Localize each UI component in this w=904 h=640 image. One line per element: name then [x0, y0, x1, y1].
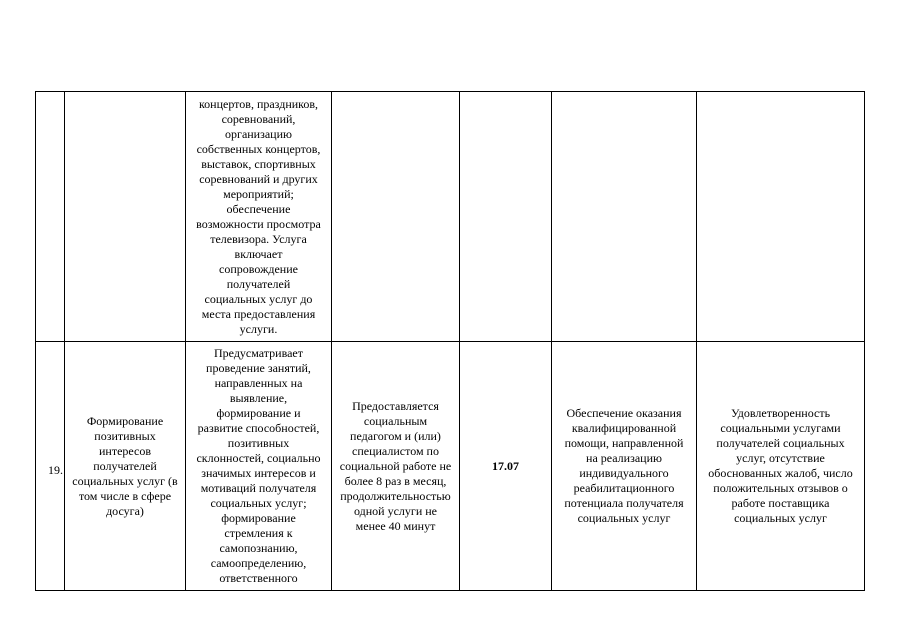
cell-evaluation-criteria: Удовлетворенность социальными услугами получателей социальных услуг, отсутствие обоснованных жалоб, число положительных отзывов о работе поставщика социальных услуг — [697, 342, 865, 591]
services-table — [35, 91, 865, 591]
cell-service-terms — [332, 92, 460, 342]
cell-number: 19. — [36, 342, 65, 591]
cell-evaluation-criteria — [697, 92, 865, 342]
cell-service-terms: Предоставляется социальным педагогом и (или) специалистом по социальной работе не более 8 раз в месяц, продолжительностью одной услуги не менее 40 минут — [332, 342, 460, 591]
cell-number — [36, 92, 65, 342]
cell-service-name — [65, 92, 186, 342]
cell-quality-indicators: Обеспечение оказания квалифицированной помощи, направленной на реализацию индивидуального реабилитационного потенциала получателя социальных услуг — [552, 342, 697, 591]
cell-service-name: Формирование позитивных интересов получателей социальных услуг (в том числе в сфере досуга) — [65, 342, 186, 591]
table-row-continuation — [36, 92, 865, 342]
table-row-19 — [36, 342, 865, 591]
cell-tariff — [460, 92, 552, 342]
cell-service-description: Предусматривает проведение занятий, направленных на выявление, формирование и развитие способностей, позитивных склонностей, социально значимых интересов и мотиваций получателя социальных услуг; формирование стремления к самопознанию, самоопределению, ответственного — [186, 342, 332, 591]
cell-tariff: 17.07 — [460, 342, 552, 591]
cell-quality-indicators — [552, 92, 697, 342]
cell-service-description: концертов, праздников, соревнований, организацию собственных концертов, выставок, спортивных соревнований и других мероприятий; обеспечение возможности просмотра телевизора. Услуга включает сопровождение получателей социальных услуг до места предоставления услуги. — [186, 92, 332, 342]
